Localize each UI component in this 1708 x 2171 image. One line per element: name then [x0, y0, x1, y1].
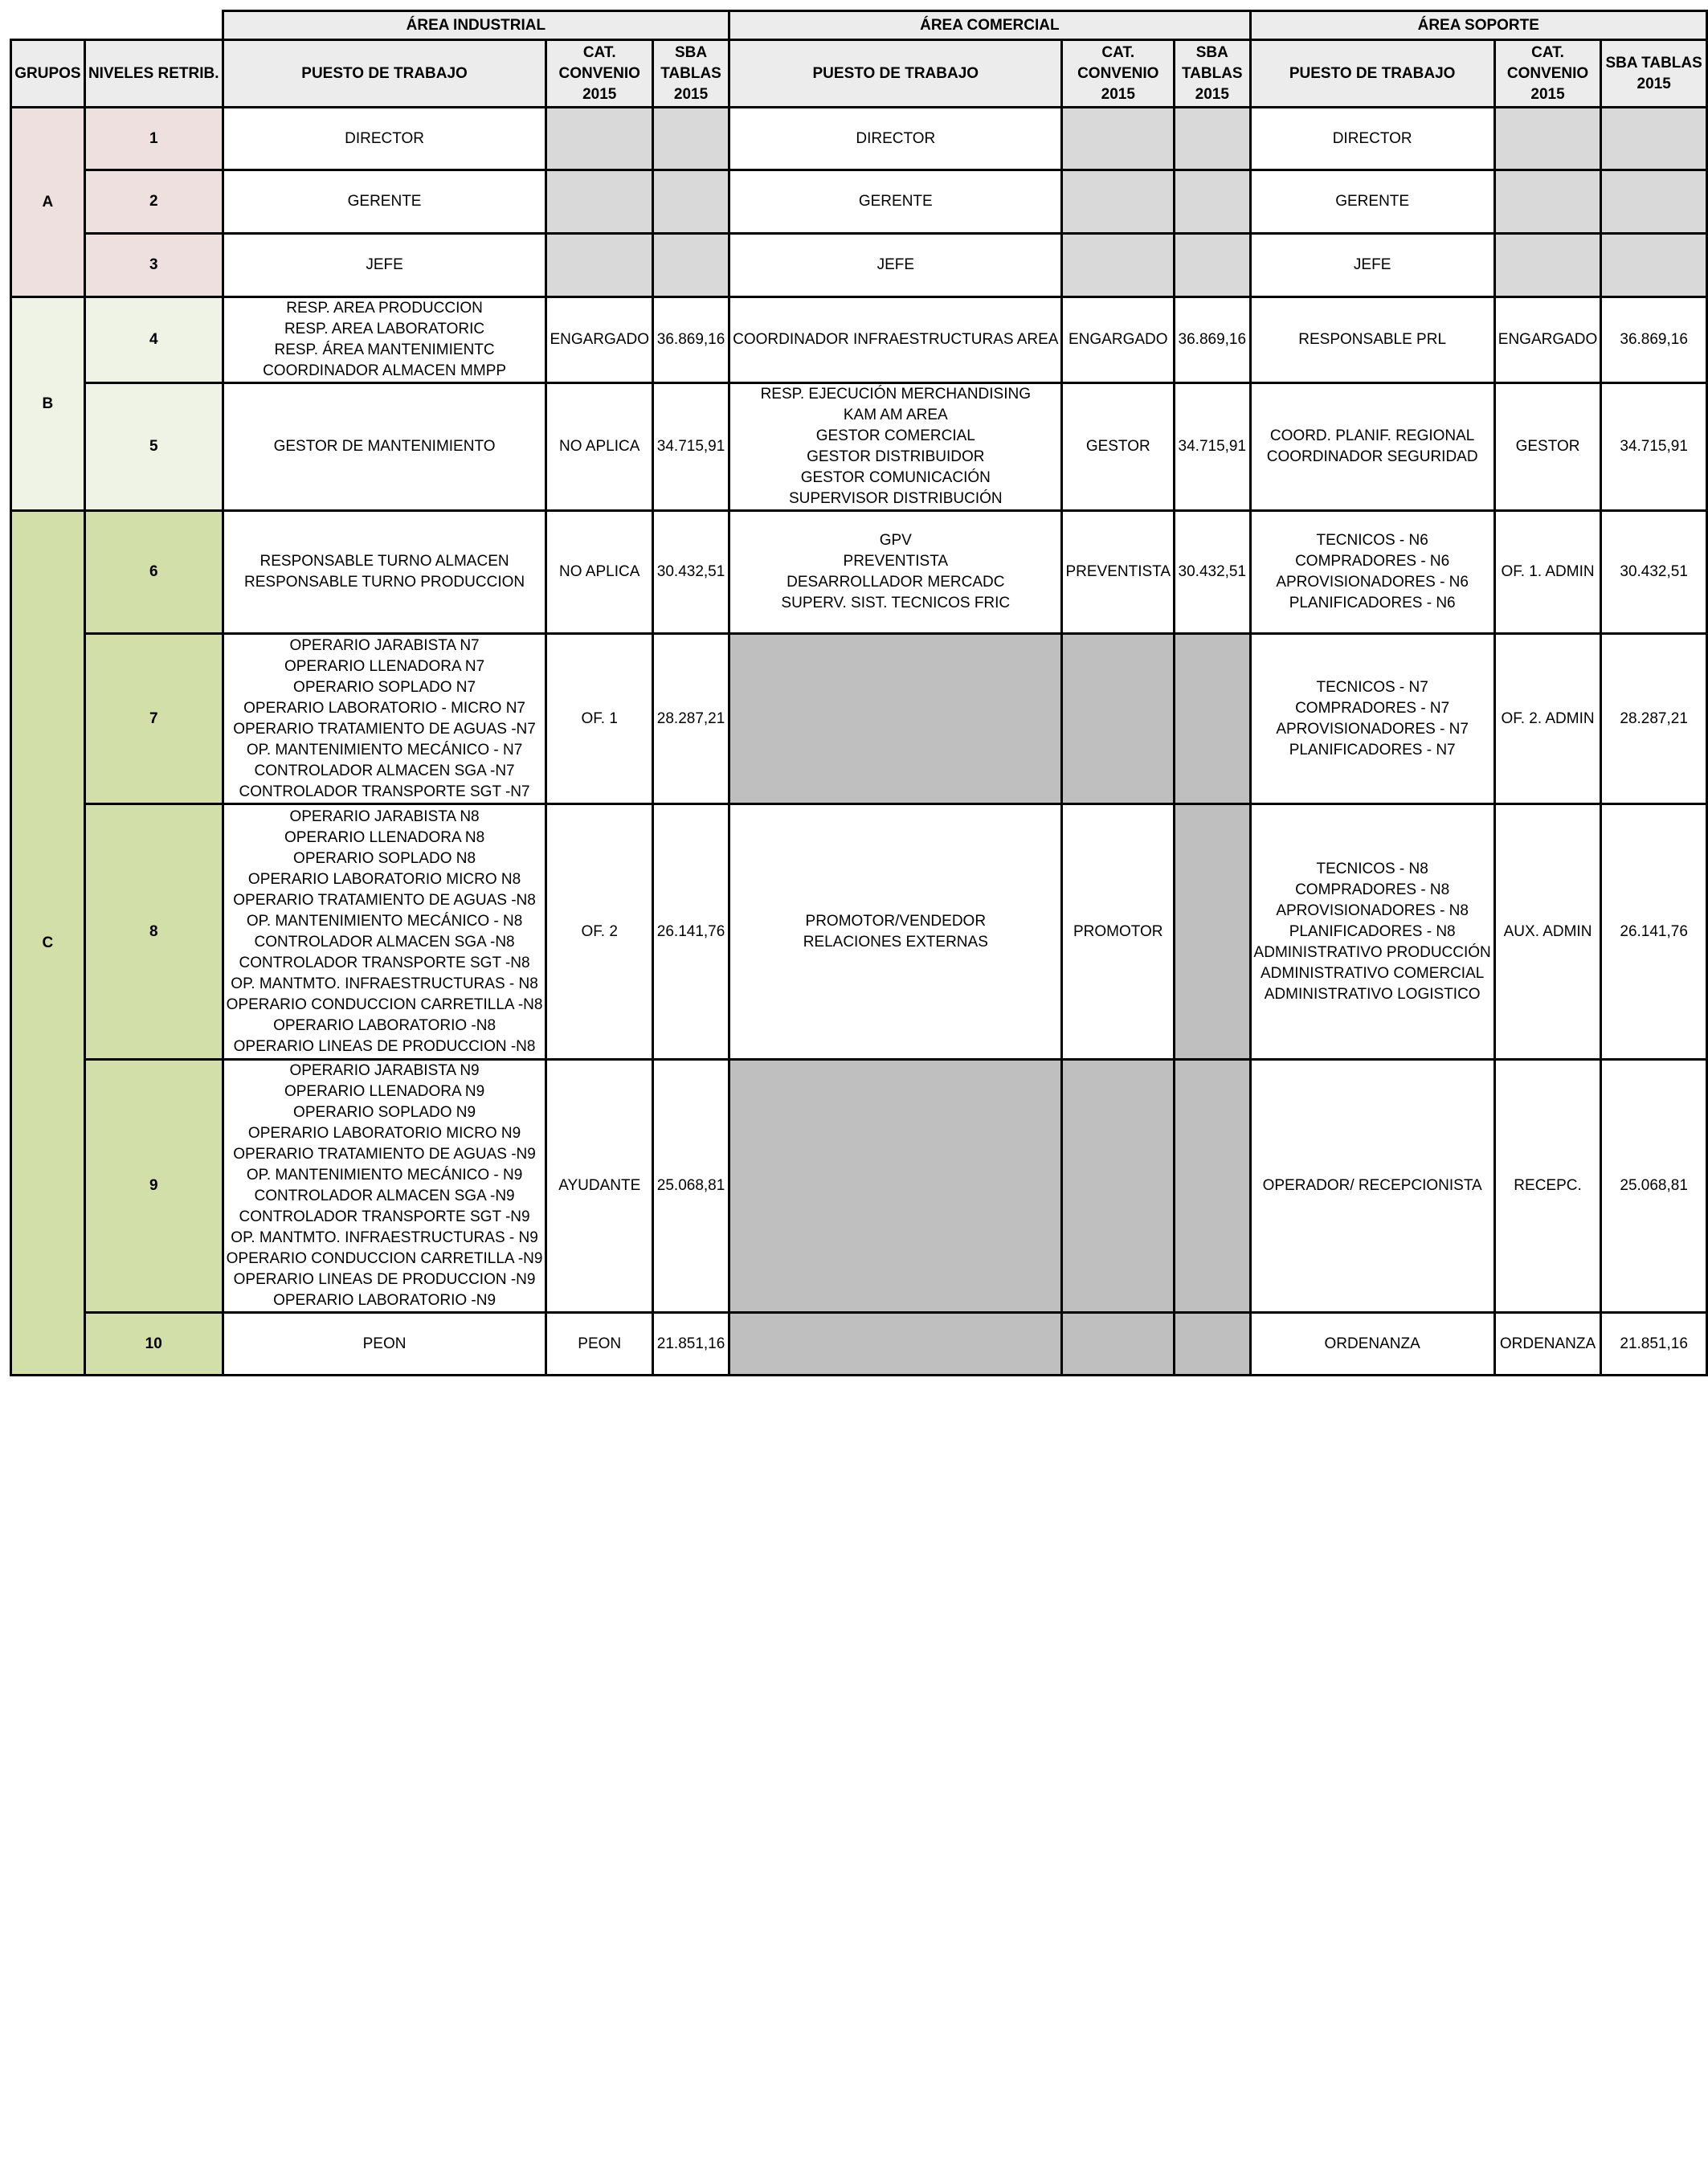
industrial-cat-cell: OF. 2	[546, 804, 653, 1060]
industrial-sba-cell: 34.715,91	[652, 383, 729, 511]
retribution-table	[10, 10, 1708, 1376]
soporte-sba-cell: 25.068,81	[1601, 1060, 1707, 1313]
comercial-cat-cell: PROMOTOR	[1062, 804, 1175, 1060]
puesto-line: COMPRADORES - N8	[1295, 881, 1450, 898]
puesto-line: OP. MANTMTO. INFRAESTRUCTURAS - N8	[231, 975, 538, 992]
industrial-puesto-cell	[223, 511, 546, 634]
industrial-sba-cell: 25.068,81	[652, 1060, 729, 1313]
soporte-sba-header: SBA TABLAS 2015	[1601, 40, 1707, 108]
table-row	[11, 804, 1707, 1060]
comercial-cat-cell: ENGARGADO	[1062, 297, 1175, 383]
comercial-cat-cell	[1062, 1313, 1175, 1376]
soporte-cat-header: CAT. CONVENIO 2015	[1494, 40, 1601, 108]
puesto-line: APROVISIONADORES - N7	[1276, 720, 1469, 738]
puesto-line: ORDENANZA	[1324, 1335, 1420, 1352]
puesto-line: OP. MANTENIMIENTO MECÁNICO - N8	[246, 912, 523, 930]
puesto-line: TECNICOS - N6	[1316, 532, 1428, 549]
puesto-line: OP. MANTENIMIENTO MECÁNICO - N9	[246, 1167, 523, 1184]
soporte-puesto-cell	[1250, 297, 1494, 383]
soporte-cat-cell	[1494, 108, 1601, 170]
puesto-line: GESTOR DISTRIBUIDOR	[807, 448, 985, 465]
puesto-line: ADMINISTRATIVO LOGISTICO	[1264, 985, 1481, 1003]
soporte-cat-cell: ORDENANZA	[1494, 1313, 1601, 1376]
soporte-cat-cell: OF. 2. ADMIN	[1494, 634, 1601, 804]
nivel-cell: 5	[84, 383, 223, 511]
puesto-line: OPERARIO LINEAS DE PRODUCCION -N9	[233, 1271, 536, 1288]
industrial-cat-cell: AYUDANTE	[546, 1060, 653, 1313]
group-a-cell: A	[11, 108, 85, 297]
puesto-line: RESP. EJECUCIÓN MERCHANDISING	[760, 386, 1032, 403]
comercial-sba-cell: 34.715,91	[1175, 383, 1251, 511]
comercial-sba-cell	[1175, 804, 1251, 1060]
soporte-sba-cell: 34.715,91	[1601, 383, 1707, 511]
puesto-line: RESP. AREA LABORATORIC	[284, 321, 485, 337]
puesto-line: OPERARIO SOPLADO N8	[293, 849, 476, 867]
comercial-puesto-cell	[729, 1313, 1062, 1376]
puesto-line: COORDINADOR SEGURIDAD	[1266, 448, 1478, 465]
industrial-puesto-cell	[223, 234, 546, 297]
soporte-cat-cell	[1494, 170, 1601, 234]
puesto-line: OPERARIO LABORATORIO -N9	[273, 1292, 496, 1309]
puesto-line: OPERARIO TRATAMIENTO DE AGUAS -N9	[233, 1146, 536, 1163]
nivel-cell: 10	[84, 1313, 223, 1376]
comercial-puesto-cell	[729, 234, 1062, 297]
comercial-sba-cell: 36.869,16	[1175, 297, 1251, 383]
puesto-line: APROVISIONADORES - N8	[1276, 902, 1469, 919]
comercial-puesto-cell	[729, 297, 1062, 383]
nivel-cell: 4	[84, 297, 223, 383]
puesto-line: OPERARIO LABORATORIO MICRO N8	[247, 870, 521, 888]
comercial-sba-cell	[1175, 170, 1251, 234]
puesto-line: TECNICOS - N8	[1316, 860, 1428, 877]
industrial-sba-cell: 21.851,16	[652, 1313, 729, 1376]
comercial-sba-header: SBA TABLAS 2015	[1175, 40, 1251, 108]
puesto-line: OPERARIO JARABISTA N8	[289, 807, 480, 825]
soporte-sba-cell: 30.432,51	[1601, 511, 1707, 634]
group-b-cell: B	[11, 297, 85, 511]
area-soporte-header: ÁREA SOPORTE	[1250, 11, 1706, 40]
comercial-cat-cell: PREVENTISTA	[1062, 511, 1175, 634]
puesto-line: OPERARIO CONDUCCION CARRETILLA -N9	[226, 1250, 543, 1267]
puesto-line: PREVENTISTA	[843, 553, 949, 570]
industrial-puesto-cell	[223, 1313, 546, 1376]
puesto-line: OPERARIO SOPLADO N9	[293, 1104, 476, 1121]
comercial-puesto-cell	[729, 634, 1062, 804]
industrial-cat-header: CAT. CONVENIO 2015	[546, 40, 653, 108]
comercial-sba-cell	[1175, 634, 1251, 804]
nivel-cell: 2	[84, 170, 223, 234]
industrial-sba-cell: 26.141,76	[652, 804, 729, 1060]
comercial-cat-cell	[1062, 1060, 1175, 1313]
puesto-line: OPERARIO CONDUCCION CARRETILLA -N8	[226, 996, 543, 1013]
puesto-line: GERENTE	[347, 193, 422, 210]
soporte-puesto-cell	[1250, 634, 1494, 804]
industrial-cat-cell: ENGARGADO	[546, 297, 653, 383]
comercial-sba-cell	[1175, 234, 1251, 297]
corner-blank	[11, 11, 223, 40]
puesto-line: GESTOR DE MANTENIMIENTO	[273, 438, 496, 455]
industrial-sba-cell: 30.432,51	[652, 511, 729, 634]
puesto-line: OP. MANTENIMIENTO MECÁNICO - N7	[246, 741, 523, 758]
table-body	[11, 108, 1707, 1376]
puesto-line: OPERARIO SOPLADO N7	[293, 678, 476, 696]
puesto-line: PLANIFICADORES - N8	[1289, 922, 1456, 940]
puesto-line: RESP. AREA PRODUCCION	[286, 300, 483, 317]
comercial-puesto-cell	[729, 170, 1062, 234]
comercial-puesto-header: PUESTO DE TRABAJO	[729, 40, 1062, 108]
comercial-puesto-cell	[729, 511, 1062, 634]
table-row	[11, 297, 1707, 383]
soporte-cat-cell: ENGARGADO	[1494, 297, 1601, 383]
comercial-sba-cell	[1175, 1060, 1251, 1313]
puesto-line: OPERARIO LLENADORA N7	[284, 657, 485, 675]
puesto-line: GERENTE	[1335, 193, 1410, 210]
puesto-line: GESTOR COMERCIAL	[815, 427, 975, 444]
area-industrial-header: ÁREA INDUSTRIAL	[223, 11, 729, 40]
soporte-sba-cell	[1601, 170, 1707, 234]
puesto-line: RESP. ÁREA MANTENIMIENTC	[274, 341, 495, 358]
puesto-line: DIRECTOR	[1332, 129, 1412, 147]
industrial-puesto-cell	[223, 383, 546, 511]
puesto-line: RESPONSABLE TURNO PRODUCCION	[244, 574, 525, 591]
comercial-cat-cell	[1062, 234, 1175, 297]
comercial-cat-cell	[1062, 108, 1175, 170]
nivel-cell: 9	[84, 1060, 223, 1313]
industrial-sba-cell: 28.287,21	[652, 634, 729, 804]
puesto-line: CONTROLADOR TRANSPORTE SGT -N7	[239, 783, 530, 800]
puesto-line: SUPERV. SIST. TECNICOS FRIC	[781, 595, 1011, 611]
puesto-line: OPERARIO TRATAMIENTO DE AGUAS -N8	[233, 891, 536, 909]
industrial-cat-cell: NO APLICA	[546, 511, 653, 634]
table-row	[11, 383, 1707, 511]
puesto-line: OP. MANTMTO. INFRAESTRUCTURAS - N9	[231, 1229, 538, 1246]
industrial-puesto-cell	[223, 634, 546, 804]
industrial-cat-cell	[546, 108, 653, 170]
soporte-cat-cell: OF. 1. ADMIN	[1494, 511, 1601, 634]
table-row	[11, 511, 1707, 634]
nivel-cell: 6	[84, 511, 223, 634]
puesto-line: CONTROLADOR TRANSPORTE SGT -N9	[239, 1208, 530, 1225]
puesto-line: OPERARIO LABORATORIO -N8	[273, 1016, 496, 1034]
soporte-puesto-cell	[1250, 804, 1494, 1060]
puesto-line: OPERARIO LABORATORIO - MICRO N7	[243, 699, 525, 717]
comercial-sba-cell	[1175, 108, 1251, 170]
puesto-line: RELACIONES EXTERNAS	[803, 933, 988, 951]
comercial-puesto-cell	[729, 804, 1062, 1060]
industrial-cat-cell	[546, 234, 653, 297]
puesto-line: OPERARIO LLENADORA N9	[284, 1083, 485, 1100]
puesto-line: JEFE	[366, 256, 403, 273]
soporte-sba-cell: 26.141,76	[1601, 804, 1707, 1060]
niveles-header: NIVELES RETRIB.	[84, 40, 223, 108]
industrial-puesto-cell	[223, 108, 546, 170]
soporte-puesto-cell	[1250, 1060, 1494, 1313]
soporte-cat-cell	[1494, 234, 1601, 297]
puesto-line: PROMOTOR/VENDEDOR	[805, 912, 987, 930]
puesto-line: DIRECTOR	[345, 129, 424, 147]
puesto-line: RESPONSABLE PRL	[1298, 331, 1447, 348]
soporte-puesto-header: PUESTO DE TRABAJO	[1250, 40, 1494, 108]
puesto-line: GERENTE	[858, 193, 933, 210]
puesto-line: COORD. PLANIF. REGIONAL	[1269, 427, 1475, 444]
comercial-puesto-cell	[729, 108, 1062, 170]
industrial-cat-cell: OF. 1	[546, 634, 653, 804]
puesto-line: CONTROLADOR TRANSPORTE SGT -N8	[239, 954, 530, 971]
puesto-line: RESPONSABLE TURNO ALMACEN	[259, 553, 509, 570]
soporte-sba-cell: 36.869,16	[1601, 297, 1707, 383]
puesto-line: OPERARIO LLENADORA N8	[284, 828, 485, 846]
table-row	[11, 1313, 1707, 1376]
comercial-cat-header: CAT. CONVENIO 2015	[1062, 40, 1175, 108]
nivel-cell: 1	[84, 108, 223, 170]
area-comercial-header: ÁREA COMERCIAL	[729, 11, 1250, 40]
puesto-line: PEON	[362, 1335, 407, 1352]
puesto-line: PLANIFICADORES - N6	[1289, 595, 1456, 611]
puesto-line: DIRECTOR	[856, 129, 936, 147]
soporte-sba-cell	[1601, 108, 1707, 170]
puesto-line: KAM AM AREA	[843, 407, 948, 423]
nivel-cell: 8	[84, 804, 223, 1060]
nivel-cell: 7	[84, 634, 223, 804]
industrial-cat-cell: NO APLICA	[546, 383, 653, 511]
group-c-cell: C	[11, 511, 85, 1376]
puesto-line: OPERADOR/ RECEPCIONISTA	[1262, 1177, 1482, 1194]
puesto-line: CONTROLADOR ALMACEN SGA -N8	[254, 933, 515, 951]
comercial-puesto-cell	[729, 1060, 1062, 1313]
industrial-puesto-cell	[223, 804, 546, 1060]
industrial-sba-cell	[652, 170, 729, 234]
soporte-sba-cell	[1601, 234, 1707, 297]
soporte-sba-cell: 21.851,16	[1601, 1313, 1707, 1376]
soporte-puesto-cell	[1250, 108, 1494, 170]
industrial-puesto-cell	[223, 297, 546, 383]
puesto-line: CONTROLADOR ALMACEN SGA -N9	[254, 1188, 515, 1204]
table-row	[11, 108, 1707, 170]
industrial-puesto-header: PUESTO DE TRABAJO	[223, 40, 546, 108]
puesto-line: PLANIFICADORES - N7	[1289, 741, 1456, 758]
industrial-sba-cell	[652, 234, 729, 297]
industrial-puesto-cell	[223, 1060, 546, 1313]
comercial-sba-cell	[1175, 1313, 1251, 1376]
puesto-line: GPV	[879, 532, 912, 549]
comercial-puesto-cell	[729, 383, 1062, 511]
nivel-cell: 3	[84, 234, 223, 297]
industrial-puesto-cell	[223, 170, 546, 234]
comercial-cat-cell: GESTOR	[1062, 383, 1175, 511]
puesto-line: CONTROLADOR ALMACEN SGA -N7	[254, 762, 515, 779]
grupos-header: GRUPOS	[11, 40, 85, 108]
soporte-cat-cell: GESTOR	[1494, 383, 1601, 511]
soporte-sba-cell: 28.287,21	[1601, 634, 1707, 804]
soporte-cat-cell: AUX. ADMIN	[1494, 804, 1601, 1060]
comercial-cat-cell	[1062, 170, 1175, 234]
soporte-puesto-cell	[1250, 170, 1494, 234]
industrial-sba-header: SBA TABLAS 2015	[652, 40, 729, 108]
table-row	[11, 234, 1707, 297]
comercial-sba-cell: 30.432,51	[1175, 511, 1251, 634]
puesto-line: SUPERVISOR DISTRIBUCIÓN	[788, 490, 1003, 507]
puesto-line: GESTOR COMUNICACIÓN	[800, 469, 991, 486]
puesto-line: OPERARIO TRATAMIENTO DE AGUAS -N7	[233, 720, 536, 738]
puesto-line: COMPRADORES - N7	[1295, 699, 1450, 717]
comercial-cat-cell	[1062, 634, 1175, 804]
puesto-line: COORDINADOR ALMACEN MMPP	[263, 362, 507, 379]
puesto-line: APROVISIONADORES - N6	[1276, 574, 1469, 591]
table-row	[11, 170, 1707, 234]
industrial-sba-cell	[652, 108, 729, 170]
puesto-line: JEFE	[1353, 256, 1391, 273]
puesto-line: OPERARIO LINEAS DE PRODUCCION -N8	[233, 1037, 536, 1055]
soporte-cat-cell: RECEPC.	[1494, 1060, 1601, 1313]
soporte-puesto-cell	[1250, 511, 1494, 634]
table-row	[11, 634, 1707, 804]
puesto-line: TECNICOS - N7	[1316, 678, 1428, 696]
industrial-cat-cell	[546, 170, 653, 234]
puesto-line: DESARROLLADOR MERCADC	[787, 574, 1005, 591]
puesto-line: COORDINADOR INFRAESTRUCTURAS AREA	[733, 331, 1059, 348]
puesto-line: JEFE	[876, 256, 915, 273]
industrial-cat-cell: PEON	[546, 1313, 653, 1376]
puesto-line: ADMINISTRATIVO COMERCIAL	[1260, 964, 1485, 982]
soporte-puesto-cell	[1250, 1313, 1494, 1376]
puesto-line: OPERARIO JARABISTA N7	[289, 636, 480, 654]
soporte-puesto-cell	[1250, 383, 1494, 511]
table-row	[11, 1060, 1707, 1313]
puesto-line: ADMINISTRATIVO PRODUCCIÓN	[1253, 943, 1491, 961]
industrial-sba-cell: 36.869,16	[652, 297, 729, 383]
puesto-line: COMPRADORES - N6	[1295, 553, 1450, 570]
puesto-line: OPERARIO JARABISTA N9	[289, 1062, 480, 1079]
soporte-puesto-cell	[1250, 234, 1494, 297]
puesto-line: OPERARIO LABORATORIO MICRO N9	[247, 1125, 521, 1142]
